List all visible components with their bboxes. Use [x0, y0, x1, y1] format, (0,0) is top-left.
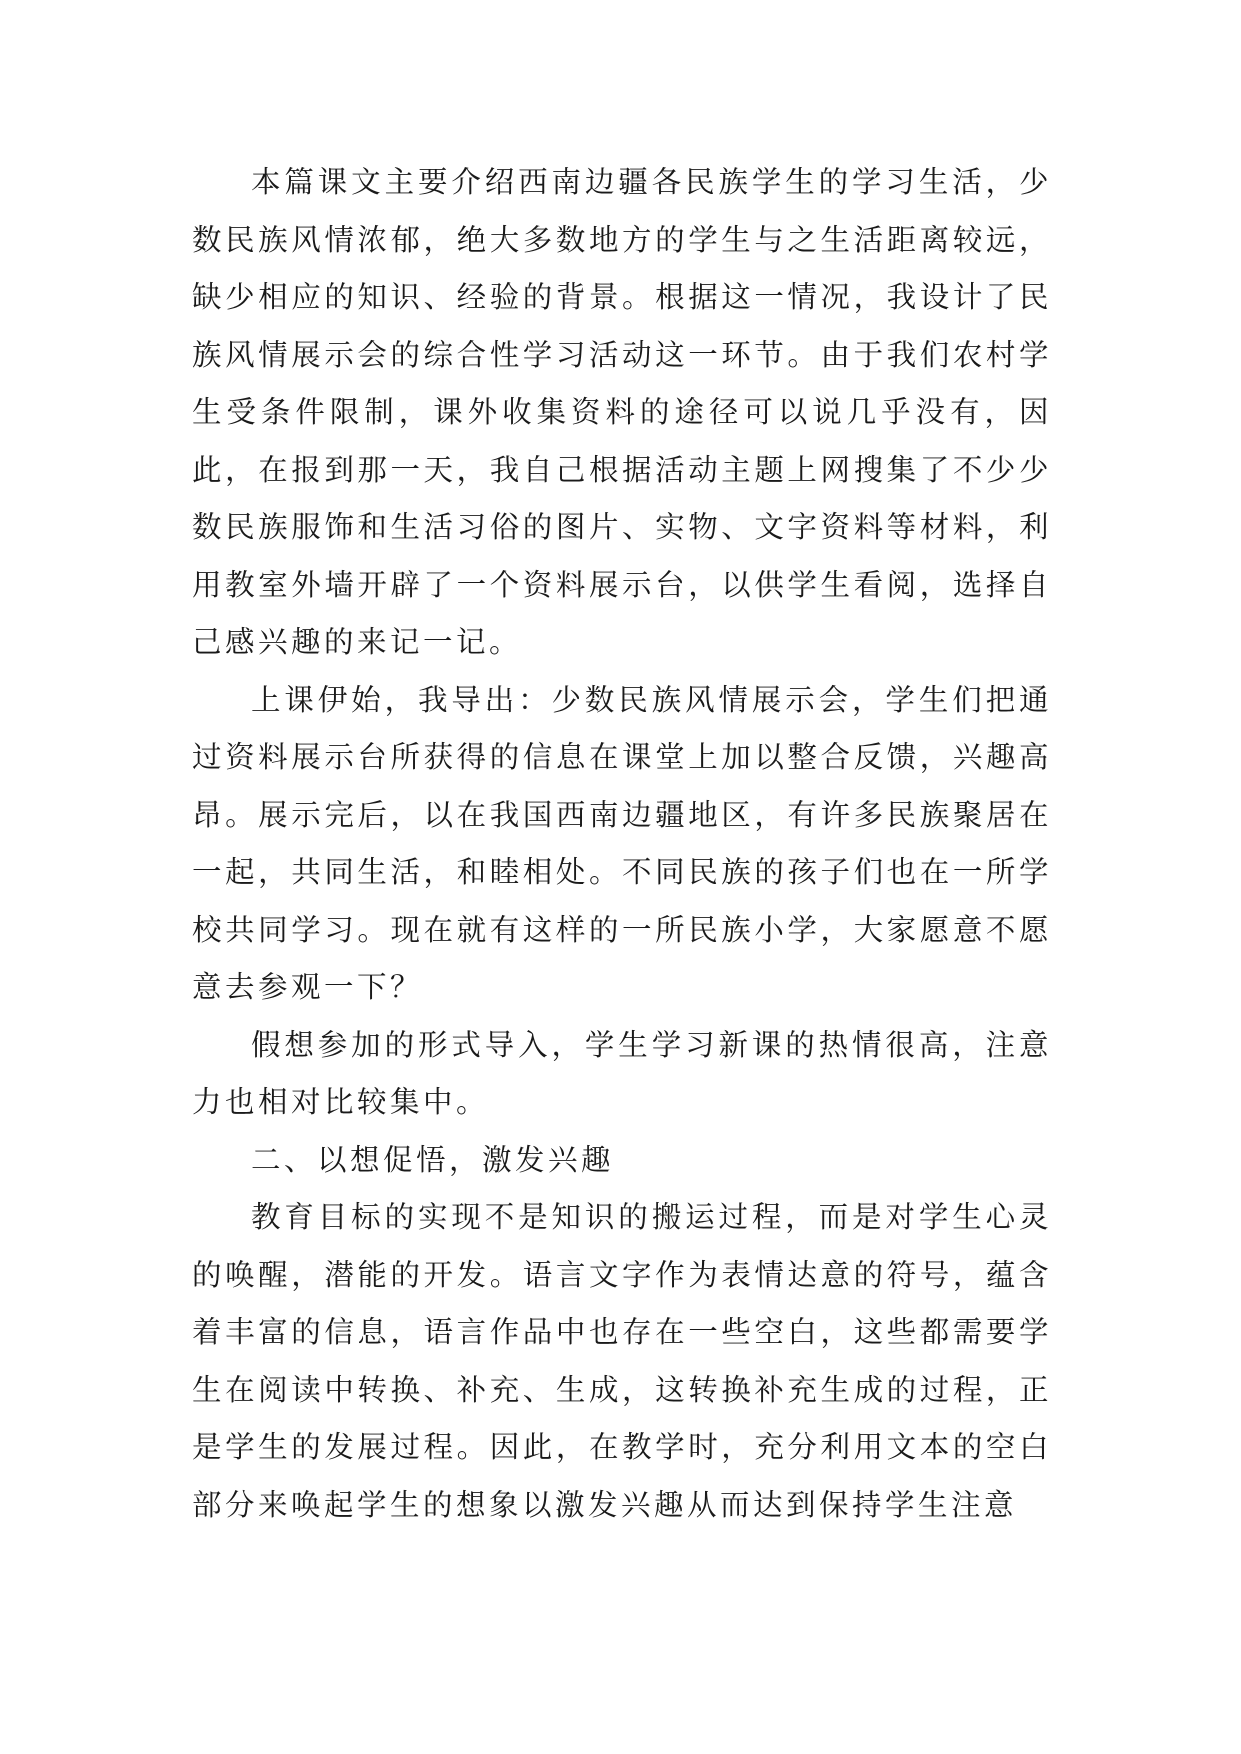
paragraph-imagined-visit: 假想参加的形式导入，学生学习新课的热情很高，注意力也相对比较集中。: [192, 1027, 1052, 1119]
paragraph-education-goal: 教育目标的实现不是知识的搬运过程，而是对学生心灵的唤醒，潜能的开发。语言文字作为表情达意的符号，蕴含着丰富的信息，语言作品中也存在一些空白，这些都需要学生在阅读中转换、补充、生成，这转换补充生成的过程，正是学生的发展过程。因此，在教学时，充分利用文本的空白部分来唤起学生的想象以激发兴趣从而达到保持学生注意: [192, 1200, 1052, 1522]
section-heading: 二、以想促悟，激发兴趣: [251, 1142, 615, 1177]
document-body: [192, 154, 1052, 1534]
paragraph-intro: 本篇课文主要介绍西南边疆各民族学生的学习生活，少数民族风情浓郁，绝大多数地方的学生与之生活距离较远，缺少相应的知识、经验的背景。根据这一情况，我设计了民族风情展示会的综合性学习活动这一环节。由于我们农村学生受条件限制，课外收集资料的途径可以说几乎没有，因此，在报到那一天，我自己根据活动主题上网搜集了不少少数民族服饰和生活习俗的图片、实物、文字资料等材料，利用教室外墙开辟了一个资料展示台，以供学生看阅，选择自己感兴趣的来记一记。: [192, 165, 1052, 659]
paragraph-lesson-start: 上课伊始，我导出：少数民族风情展示会，学生们把通过资料展示台所获得的信息在课堂上加以整合反馈，兴趣高昂。展示完后，以在我国西南边疆地区，有许多民族聚居在一起，共同生活，和睦相处。不同民族的孩子们也在一所学校共同学习。现在就有这样的一所民族小学，大家愿意不愿意去参观一下？: [192, 682, 1052, 1004]
